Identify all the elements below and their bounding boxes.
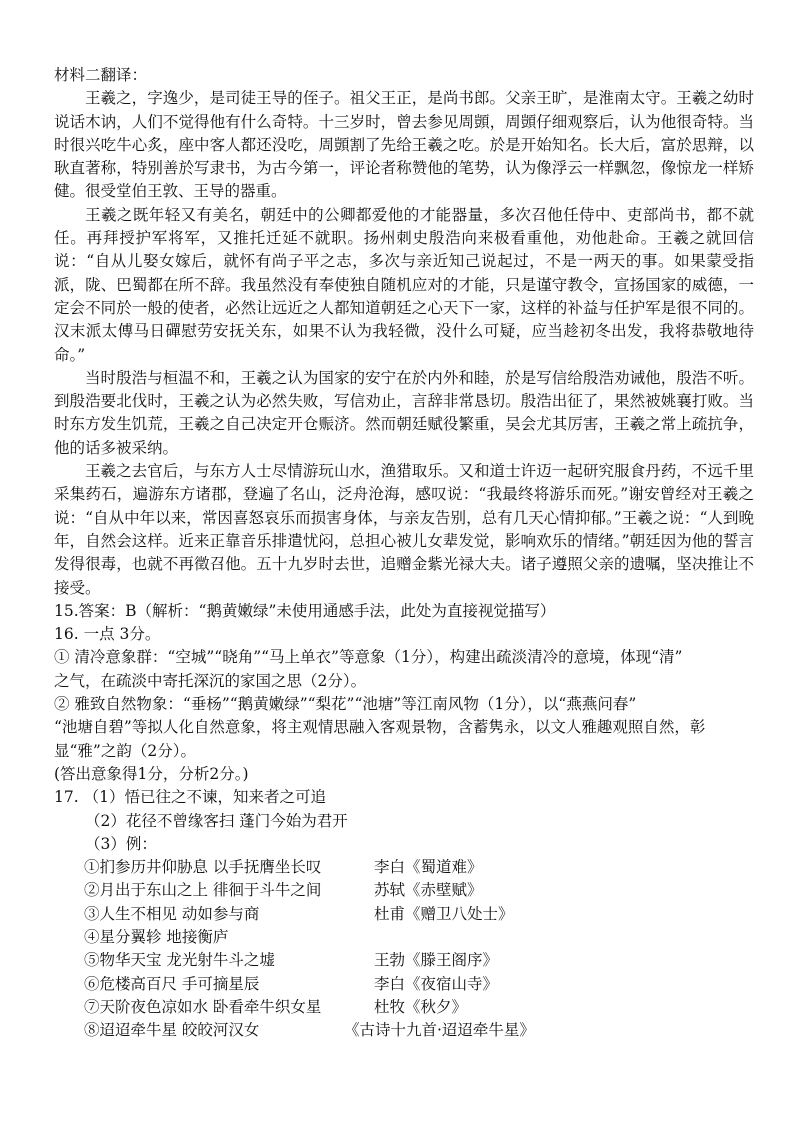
example-verse: ⑦天阶夜色凉如水 卧看牵牛织女星 [84, 997, 322, 1016]
example-verse: ②月出于东山之上 徘徊于斗牛之间 [84, 881, 322, 900]
example-source: 苏轼《赤壁赋》 [374, 881, 483, 900]
example-verse: ③人生不相见 动如参与商 [84, 904, 260, 923]
list-item [54, 903, 754, 926]
q17-part1: 17. （1）悟已往之不谏，知来者之可追 [54, 788, 326, 807]
example-source: 李白《蜀道难》 [374, 858, 483, 877]
material2-paragraph-3: 当时殷浩与桓温不和，王羲之认为国家的安宁在於内外和睦，於是写信给殷浩劝诫他，殷浩不听。到殷浩要北伐时，王羲之认为必然失败，写信劝止，言辞非常恳切。殷浩出征了，果然被姚襄打败。当时东方发生饥荒，王羲之自己决定开仓赈济。然而朝廷赋役繁重，吴会尤其厉害，王羲之常上疏抗争，他的话多被采纳。 [54, 368, 754, 457]
list-item [54, 856, 754, 879]
example-verse: ⑧迢迢牵牛星 皎皎河汉女 [84, 1021, 260, 1040]
q16-point2-line3: 显“雅”之韵（2分）。 [54, 741, 196, 760]
material2-paragraph-4: 王羲之去官后，与东方人士尽情游玩山水，渔猎取乐。又和道士许迈一起研究服食丹药，不远千里采集药石，遍游东方诸郡，登遍了名山，泛舟沧海，感叹说：“我最终将游乐而死。”谢安曾经对王羲之说：“自从中年以来，常因喜怒哀乐而损害身体，与亲友告别，总有几天心情抑郁。”王羲之说：“人到晚年，自然会这样。近来正靠音乐排遣忧闷，总担心被儿女辈发觉，影响欢乐的情绪。”朝廷因为他的誓言发得很毒，也就不再徵召他。五十九岁时去世，追赠金紫光禄大夫。诸子遵照父亲的遗嘱，坚决推让不接受。 [54, 462, 754, 597]
example-source: 李白《夜宿山寺》 [374, 974, 499, 993]
list-item [54, 1019, 754, 1042]
example-source: 《古诗十九首·迢迢牵牛星》 [344, 1021, 535, 1040]
q16-point1-line2: 之气，在疏淡中寄托深沉的家国之思（2分）。 [54, 671, 367, 690]
q17-example-list [54, 856, 754, 1042]
example-source: 杜甫《赠卫八处士》 [374, 904, 514, 923]
example-verse: ①扪参历井仰胁息 以手抚膺坐长叹 [84, 858, 322, 877]
list-item [54, 926, 754, 949]
list-item [54, 973, 754, 996]
material2-paragraph-2: 王羲之既年轻又有美名，朝廷中的公卿都爱他的才能器量，多次召他任侍中、吏部尚书，都不就任。再拜授护军将军，又推托迁延不就职。扬州刺史殷浩向来极看重他，劝他赴命。王羲之就回信说：“自从儿娶女嫁后，就怀有尚子平之志，多次与亲近知己说起过，不是一两天的事。如果蒙受指派，陇、巴蜀都在所不辞。我虽然没有奉使独自随机应对的才能，只是谨守教令，宣扬国家的威德，一定会不同於一般的使者，必然让远近之人都知道朝廷之心天下一家，这样的补益与任护军是很不同的。汉末派太傅马日磾慰劳安抚关东，如果不认为我轻微，没什么可疑，应当趁初冬出发，我将恭敬地待命。” [54, 205, 754, 364]
q16-title: 16. 一点 3分。 [54, 625, 161, 644]
q15-answer: 15.答案：B（解析：“鹅黄嫩绿”未使用通感手法，此处为直接视觉描写） [54, 601, 556, 620]
example-source: 王勃《滕王阁序》 [374, 951, 499, 970]
q17-part3-label: （3）例： [85, 834, 157, 853]
example-source: 杜牧《秋夕》 [374, 997, 468, 1016]
example-verse: ⑥危楼高百尺 手可摘星辰 [84, 974, 260, 993]
q16-scoring-note: (答出意象得1分，分析2分。) [54, 764, 249, 783]
answer-document [54, 64, 754, 1042]
q16-point1-line1: ① 清冷意象群：“空城”“晓角”“马上单衣”等意象（1分），构建出疏淡清冷的意境，体现“清” [54, 648, 683, 667]
q16-point2-line2: “池塘自碧”等拟人化自然意象，将主观情思融入客观景物，含蓄隽永，以文人雅趣观照自然，彰 [54, 718, 706, 737]
q17-part2: （2）花径不曾缘客扫 蓬门今始为君开 [85, 811, 348, 830]
list-item [54, 996, 754, 1019]
list-item [54, 879, 754, 902]
material2-paragraph-1: 王羲之，字逸少，是司徒王导的侄子。祖父王正，是尚书郎。父亲王旷，是淮南太守。王羲之幼时说话木讷，人们不觉得他有什么奇特。十三岁时，曾去参见周顗，周顗仔细观察后，认为他很奇特。当时很兴吃牛心炙，座中客人都还没吃，周顗割了先给王羲之吃。於是开始知名。长大后，富於思辩，以耿直著称，特别善於写隶书，为古今第一，评论者称赞他的笔势，认为像浮云一样飘忽，像惊龙一样矫健。很受堂伯王敦、王导的器重。 [54, 89, 754, 201]
q16-point2-line1: ② 雅致自然物象：“垂杨”“鹅黄嫩绿”“梨花”“池塘”等江南风物（1分），以“燕燕问春” [54, 695, 637, 714]
material2-heading: 材料二翻译： [54, 66, 148, 84]
example-verse: ④星分翼轸 地接衡庐 [84, 927, 229, 946]
example-verse: ⑤物华天宝 龙光射牛斗之墟 [84, 951, 275, 970]
list-item [54, 949, 754, 972]
